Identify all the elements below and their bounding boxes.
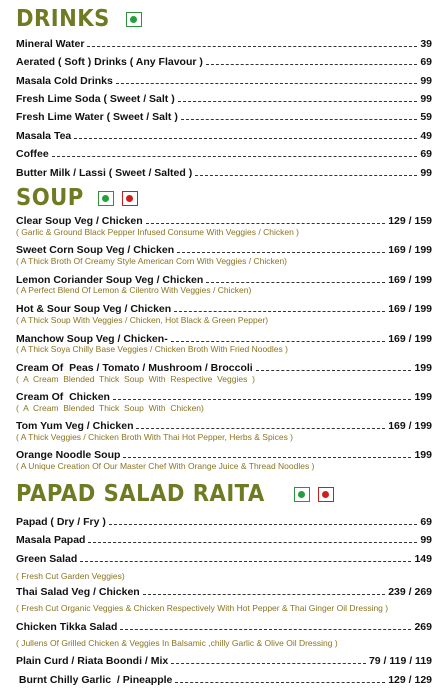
item-price: 129 / 159 [388,215,432,227]
leader-dots [136,419,385,429]
item-name: Aerated ( Soft ) Drinks ( Any Flavour ) [16,56,203,68]
non-veg-icon [122,191,138,206]
leader-dots [175,673,385,683]
item-name: Papad ( Dry / Fry ) [16,516,106,528]
item-name: Thai Salad Veg / Chicken [16,586,140,598]
leader-dots [206,55,417,65]
item-price: 69 [420,56,432,68]
leader-dots [146,214,386,224]
leader-dots [195,166,417,176]
papad-salad-raita-title: PAPAD SALAD RAITA [16,481,265,507]
menu-item [16,673,432,687]
leader-dots [123,448,411,458]
item-description: ( Jullens Of Grilled Chicken & Veggies In Balsamic ,chilly Garlic & Olive Oil Dressing ) [16,638,338,648]
item-name: Cream Of Chicken [16,391,110,403]
item-price: 199 [414,391,432,403]
menu-item [16,37,432,51]
papad-salad-raita-header [16,481,334,507]
leader-dots [74,129,417,139]
item-name: Orange Noodle Soup [16,449,121,461]
leader-dots [181,110,417,120]
menu-item [16,147,432,161]
item-description: ( A Thick Broth Of Creamy Style American Corn With Veggies / Chicken) [16,256,287,266]
item-description: ( Fresh Cut Garden Veggies) [16,571,125,581]
item-price: 79 / 119 / 119 [368,655,432,667]
leader-dots [88,533,417,543]
item-price: 69 [420,148,432,160]
item-price: 59 [420,111,432,123]
soup-title: SOUP [16,185,84,211]
leader-dots [116,74,417,84]
leader-dots [52,147,418,157]
menu-item [16,515,432,529]
item-description: ( A Thick Soup With Veggies / Chicken, Hot Black & Green Pepper) [16,315,269,325]
leader-dots [143,585,385,595]
item-name: Sweet Corn Soup Veg / Chicken [16,244,175,256]
menu-item [16,654,432,668]
leader-dots [113,390,412,400]
leader-dots [178,92,418,102]
item-description: ( A Thick Soya Chilly Base Veggies / Chicken Broth With Fried Noodles ) [16,344,288,354]
drinks-header [16,6,142,32]
item-price: 169 / 199 [388,303,432,315]
leader-dots [206,273,385,283]
item-name: Manchow Soup Veg / Chicken- [16,333,168,345]
leader-dots [256,361,412,371]
veg-icon [126,12,142,27]
item-price: 149 [414,553,432,565]
item-price: 169 / 199 [388,244,432,256]
item-name: Tom Yum Veg / Chicken [16,420,134,432]
item-name: Masala Papad [16,534,86,546]
item-price: 269 [414,621,432,633]
veg-icon [98,191,114,206]
item-name: Fresh Lime Soda ( Sweet / Salt ) [16,93,175,105]
item-name: Green Salad [16,553,78,565]
leader-dots [109,515,417,525]
item-description: ( Garlic & Ground Black Pepper Infused Consume With Veggies / Chicken ) [16,227,299,237]
item-description: ( A Cream Blended Thick Soup With Respective Veggies ) [16,374,255,384]
menu-item [16,166,432,180]
item-name: Burnt Chilly Garlic / Pineapple [16,674,173,686]
menu-item [16,585,432,599]
veg-icon [294,487,310,502]
item-price: 169 / 199 [388,274,432,286]
menu-item [16,129,432,143]
item-name: Hot & Sour Soup Veg / Chicken [16,303,172,315]
item-price: 39 [420,38,432,50]
item-name: Fresh Lime Water ( Sweet / Salt ) [16,111,178,123]
menu-item [16,419,432,433]
menu-item [16,214,432,228]
item-description: ( A Unique Creation Of Our Master Chef With Orange Juice & Thread Noodles ) [16,461,315,471]
item-name: Chicken Tikka Salad [16,621,118,633]
menu-item [16,92,432,106]
item-name: Coffee [16,148,49,160]
item-price: 199 [414,449,432,461]
item-price: 99 [420,93,432,105]
menu-item [16,361,432,375]
soup-header [16,185,138,211]
item-price: 199 [414,362,432,374]
item-description: ( Fresh Cut Organic Veggies & Chicken Respectively With Hot Pepper & Thai Ginger Oil Dressing ) [16,603,389,613]
leader-dots [80,552,411,562]
item-price: 99 [420,167,432,179]
leader-dots [87,37,417,47]
item-name: Butter Milk / Lassi ( Sweet / Salted ) [16,167,193,179]
item-name: Clear Soup Veg / Chicken [16,215,143,227]
item-price: 129 / 129 [388,674,432,686]
menu-item [16,552,432,566]
item-price: 49 [420,130,432,142]
menu-item [16,620,432,634]
item-price: 169 / 199 [388,333,432,345]
drinks-title: DRINKS [16,6,110,32]
item-name: Masala Cold Drinks [16,75,113,87]
leader-dots [177,243,385,253]
leader-dots [120,620,411,630]
item-price: 169 / 199 [388,420,432,432]
item-description: ( A Perfect Blend Of Lemon & Cilentro With Veggies / Chicken) [16,285,252,295]
item-description: ( A Thick Veggies / Chicken Broth With Thai Hot Pepper, Herbs & Spices ) [16,432,294,442]
non-veg-icon [318,487,334,502]
item-name: Lemon Coriander Soup Veg / Chicken [16,274,204,286]
menu-item [16,55,432,69]
menu-item [16,533,432,547]
menu-item [16,74,432,88]
menu-item [16,448,432,462]
item-price: 239 / 269 [388,586,432,598]
menu-item [16,302,432,316]
item-name: Cream Of Peas / Tomato / Mushroom / Broccoli [16,362,253,374]
item-name: Mineral Water [16,38,85,50]
leader-dots [171,654,366,664]
menu-item [16,243,432,257]
item-name: Plain Curd / Riata Boondi / Mix [16,655,169,667]
item-price: 69 [420,516,432,528]
leader-dots [171,332,386,342]
item-price: 99 [420,75,432,87]
menu-item [16,110,432,124]
item-name: Masala Tea [16,130,72,142]
leader-dots [174,302,385,312]
menu-item [16,390,432,404]
item-price: 99 [420,534,432,546]
item-description: ( A Cream Blended Thick Soup With Chicken) [16,403,204,413]
